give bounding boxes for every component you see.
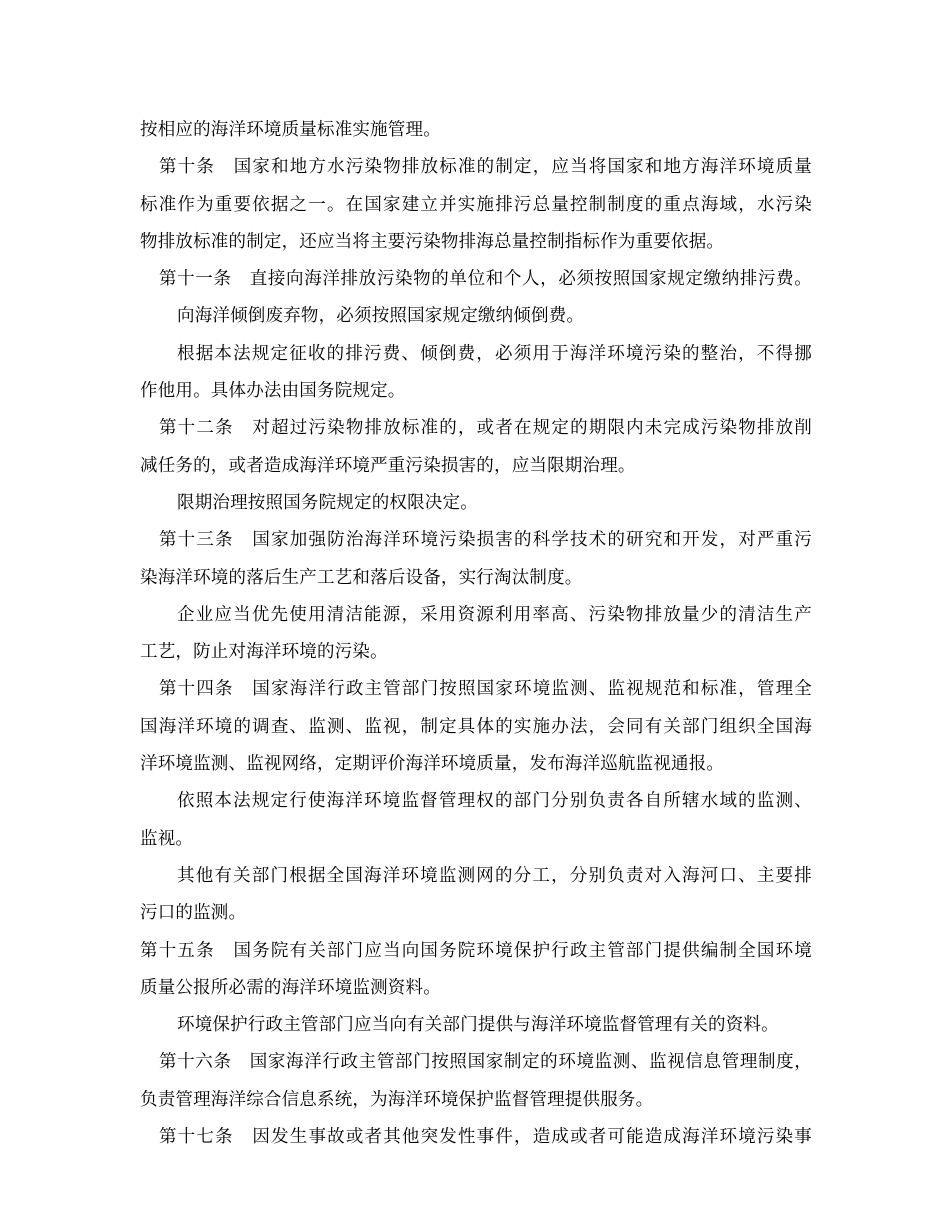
- text-line: 企业应当优先使用清洁能源，采用资源利用率高、污染物排放量少的清洁生产: [177, 604, 812, 625]
- text-line: 国海洋环境的调查、监测、监视，制定具体的实施办法，会同有关部门组织全国海: [140, 716, 812, 737]
- text-line: 质量公报所必需的海洋环境监测资料。: [140, 977, 441, 998]
- article-heading-line: 第十二条 对超过污染物排放标准的，或者在规定的期限内未完成污染物排放削: [159, 418, 812, 439]
- text-line: 洋环境监测、监视网络，定期评价海洋环境质量，发布海洋巡航监视通报。: [140, 754, 725, 775]
- text-line: 标准作为重要依据之一。在国家建立并实施排污总量控制制度的重点海域，水污染: [140, 194, 812, 215]
- text-line: 物排放标准的制定，还应当将主要污染物排海总量控制指标作为重要依据。: [140, 231, 725, 252]
- article-heading-line: 第十三条 国家加强防治海洋环境污染损害的科学技术的研究和开发，对严重污: [159, 530, 812, 551]
- text-line: 染海洋环境的落后生产工艺和落后设备，实行淘汰制度。: [140, 567, 583, 588]
- text-line: 污口的监测。: [140, 903, 247, 924]
- article-heading-line: 第十条 国家和地方水污染物排放标准的制定，应当将国家和地方海洋环境质量: [159, 157, 812, 178]
- text-line: 工艺，防止对海洋环境的污染。: [140, 642, 388, 663]
- text-line: 环境保护行政主管部门应当向有关部门提供与海洋环境监督管理有关的资料。: [177, 1015, 779, 1036]
- text-line: 其他有关部门根据全国海洋环境监测网的分工，分别负责对入海河口、主要排: [177, 865, 812, 886]
- text-line: 监视。: [140, 828, 194, 849]
- article-heading-line: 第十六条 国家海洋行政主管部门按照国家制定的环境监测、监视信息管理制度，: [159, 1052, 812, 1073]
- text-line: 向海洋倾倒废弃物，必须按照国家规定缴纳倾倒费。: [177, 306, 585, 327]
- text-line: 根据本法规定征收的排污费、倾倒费，必须用于海洋环境污染的整治，不得挪: [177, 343, 812, 364]
- document-body: [140, 112, 812, 1156]
- text-line: 限期治理按照国务院规定的权限决定。: [177, 492, 478, 513]
- text-line: 作他用。具体办法由国务院规定。: [140, 381, 406, 402]
- text-line: 减任务的，或者造成海洋环境严重污染损害的，应当限期治理。: [140, 455, 636, 476]
- article-heading-line: 第十一条 直接向海洋排放污染物的单位和个人，必须按照国家规定缴纳排污费。: [159, 269, 812, 290]
- text-line: 按相应的海洋环境质量标准实施管理。: [140, 120, 441, 140]
- article-heading-line: 第十五条 国务院有关部门应当向国务院环境保护行政主管部门提供编制全国环境: [140, 940, 812, 961]
- article-heading-line: 第十四条 国家海洋行政主管部门按照国家环境监测、监视规范和标准，管理全: [159, 679, 812, 700]
- text-line: 依照本法规定行使海洋环境监督管理权的部门分别负责各自所辖水域的监测、: [177, 791, 812, 812]
- article-heading-line: 第十七条 因发生事故或者其他突发性事件，造成或者可能造成海洋环境污染事: [159, 1127, 812, 1148]
- text-line: 负责管理海洋综合信息系统，为海洋环境保护监督管理提供服务。: [140, 1089, 654, 1110]
